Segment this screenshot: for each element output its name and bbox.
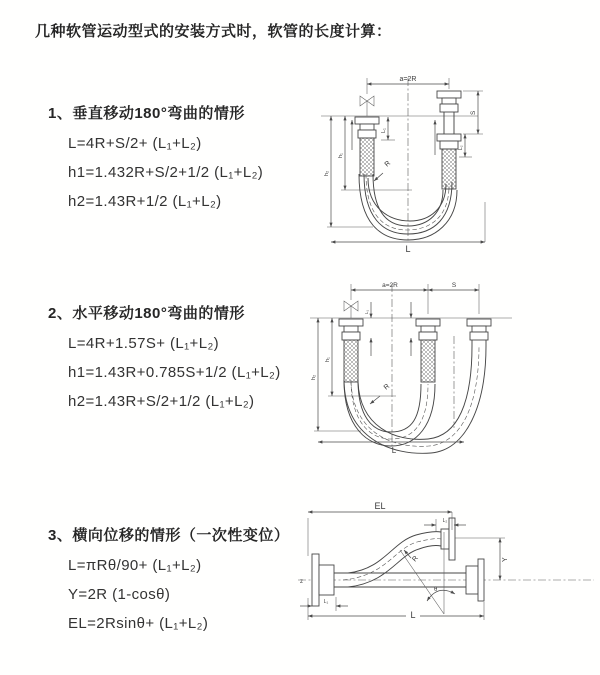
dim-label-h1: h₁ xyxy=(325,357,331,362)
formula-h2: h2=1.43R+1/2 (L₁+L₂) xyxy=(68,193,222,210)
upper-flange-moved xyxy=(441,518,455,560)
left-fitting xyxy=(355,117,379,176)
dim-label-l1: L₁ xyxy=(364,309,369,314)
formula-L: L=πRθ/90+ (L₁+L₂) xyxy=(68,557,202,574)
dim-label-h2: h₂ xyxy=(311,374,317,380)
radius-label-r: R xyxy=(411,554,420,564)
dim-label-y: Y xyxy=(502,557,509,562)
left-fitting xyxy=(339,319,363,382)
section-lateral-displacement xyxy=(48,524,289,644)
formula-L: L=4R+1.57S+ (L₁+L₂) xyxy=(68,335,220,352)
right-fitting-lower xyxy=(437,134,461,189)
dim-label-l: L xyxy=(405,244,411,254)
dim-label-l1: L₁ xyxy=(381,128,387,133)
dim-label-l: L xyxy=(391,446,397,455)
dim-label-s: S xyxy=(470,110,477,115)
dim-label-h2: h₂ xyxy=(324,170,330,176)
valve-icon xyxy=(360,96,374,116)
formula-Y: Y=2R (1-cosθ) xyxy=(68,586,171,603)
hose-s-curve xyxy=(343,532,441,587)
diagram-horizontal-move-180-bend xyxy=(306,276,598,458)
diagram-vertical-move-180-bend xyxy=(315,70,590,255)
radius-label-r: R xyxy=(383,159,393,169)
section-horizontal-move xyxy=(48,302,281,422)
radius-label-r: R xyxy=(382,382,392,392)
right-flange-original xyxy=(466,559,484,601)
dim-label-l2: L₂ xyxy=(458,145,464,150)
page-title: 几种软管运动型式的安装方式时，软管的长度计算： xyxy=(35,23,392,40)
formula-L: L=4R+S/2+ (L₁+L₂) xyxy=(68,135,202,152)
section-1-heading: 1、垂直移动180°弯曲的情形 xyxy=(48,105,245,122)
dim-label-el: EL xyxy=(374,501,386,511)
formula-h1: h1=1.43R+0.785S+1/2 (L₁+L₂) xyxy=(68,364,281,381)
dim-label-h1: h₁ xyxy=(338,153,344,158)
dim-label-a2r: a=2R xyxy=(399,76,417,83)
section-2-heading: 2、水平移动180°弯曲的情形 xyxy=(48,305,245,322)
dim-label-l: L xyxy=(410,610,416,620)
hose-u-bend-original xyxy=(344,380,435,446)
section-3-heading: 3、横向位移的情形（一次性变位） xyxy=(48,527,290,544)
dim-label-a2r: a=2R xyxy=(382,282,398,289)
right-fitting-upper xyxy=(437,91,461,134)
formula-h1: h1=1.432R+S/2+1/2 (L₁+L₂) xyxy=(68,164,264,181)
section-vertical-move xyxy=(48,102,263,222)
formula-EL: EL=2Rsinθ+ (L₁+L₂) xyxy=(68,615,209,632)
valve-icon xyxy=(344,301,358,318)
angle-label-theta: θ xyxy=(434,587,438,593)
middle-fitting xyxy=(416,319,440,382)
diagram-lateral-displacement xyxy=(296,498,598,628)
formula-h2: h2=1.43R+S/2+1/2 (L₁+L₂) xyxy=(68,393,255,410)
dim-label-l1: L₁ xyxy=(323,599,329,605)
right-fitting-moved xyxy=(467,319,491,346)
dim-label-s: S xyxy=(451,282,457,289)
centerline-break-mark: z xyxy=(300,579,303,585)
dim-label-l2: L₂ xyxy=(442,518,448,524)
